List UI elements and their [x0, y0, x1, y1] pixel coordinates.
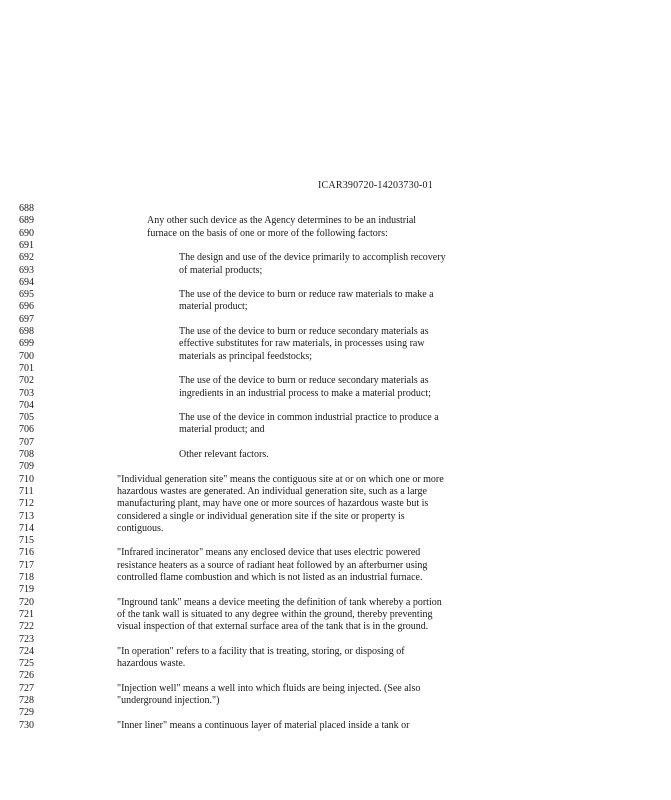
line-text: controlled flame combustion and which is not listed as an industrial furnace.: [117, 572, 423, 583]
line-text: ingredients in an industrial process to make a material product;: [179, 387, 431, 399]
line-number: 697: [19, 313, 34, 325]
document-header-id: ICAR390720-14203730-01: [318, 180, 433, 191]
line-text: "Injection well" means a well into which fluids are being injected. (See also: [117, 682, 421, 694]
line-text: considered a single or individual generation site if the site or property is: [117, 510, 405, 522]
line-text: "Infrared incinerator" means any enclosed device that uses electric powered: [117, 547, 421, 559]
line-number: 725: [19, 658, 34, 670]
line-number: 709: [19, 461, 34, 473]
line-number: 696: [19, 301, 34, 313]
line-number: 701: [19, 362, 34, 374]
line-text: furnace on the basis of one or more of the following factors:: [147, 227, 388, 239]
line-text: material product; and: [179, 424, 265, 436]
line-text: of the tank wall is situated to any degree within the ground, thereby preventing: [117, 608, 433, 620]
line-number: 693: [19, 264, 34, 276]
line-text: materials as principal feedstocks;: [179, 350, 313, 362]
line-text: "Inner liner" means a continuous layer of material placed inside a tank or: [117, 719, 410, 731]
line-text: The use of the device to burn or reduce secondary materials as: [179, 326, 429, 337]
line-number: 727: [19, 682, 34, 694]
line-number: 722: [19, 621, 34, 633]
line-text: The use of the device in common industrial practice to produce a: [179, 412, 439, 424]
line-number: 726: [19, 670, 34, 682]
line-text: of material products;: [179, 264, 263, 276]
line-text: The use of the device to burn or reduce raw materials to make a: [179, 289, 434, 301]
line-number: 692: [19, 252, 34, 264]
line-number: 699: [19, 338, 34, 350]
line-number: 712: [19, 498, 34, 510]
line-number: 695: [19, 289, 34, 301]
line-text: The design and use of the device primarily to accomplish recovery: [179, 252, 446, 264]
line-text: material product;: [179, 301, 248, 313]
line-number: 730: [19, 719, 34, 731]
line-number: 715: [19, 535, 34, 547]
line-number: 723: [19, 633, 34, 645]
line-text: Any other such device as the Agency determines to be an industrial: [147, 215, 417, 227]
line-number: 706: [19, 424, 34, 436]
line-number: 708: [19, 449, 34, 460]
line-text: hazardous waste.: [117, 658, 186, 670]
line-number: 717: [19, 559, 34, 571]
line-text: effective substitutes for raw materials, in processes using raw: [179, 338, 425, 350]
line-text: The use of the device to burn or reduce secondary materials as: [179, 375, 429, 387]
line-text: "In operation" refers to a facility that is treating, storing, or disposing of: [117, 645, 405, 657]
line-number: 707: [19, 436, 34, 448]
line-number: 691: [19, 239, 34, 251]
line-number: 720: [19, 596, 34, 608]
line-text: visual inspection of that external surface area of the tank that is in the ground.: [117, 621, 429, 633]
line-number: 702: [19, 375, 34, 387]
line-number: 714: [19, 522, 34, 534]
line-number: 689: [19, 215, 34, 227]
line-text: "underground injection."): [117, 695, 220, 706]
line-number: 713: [19, 510, 34, 522]
line-text: hazardous wastes are generated. An individual generation site, such as a large: [117, 485, 427, 497]
line-number: 704: [19, 399, 34, 411]
line-number: 729: [19, 707, 34, 719]
line-number: 710: [19, 473, 34, 485]
line-text: Other relevant factors.: [179, 449, 269, 460]
line-number: 700: [19, 350, 34, 362]
line-number: 703: [19, 387, 34, 399]
line-text: "Individual generation site" means the contiguous site at or on which one or more: [117, 473, 444, 485]
line-number: 719: [19, 584, 34, 596]
line-number: 721: [19, 608, 34, 620]
line-number: 711: [19, 485, 34, 497]
line-number: 690: [19, 227, 34, 239]
line-number: 694: [19, 276, 34, 288]
line-number: 705: [19, 412, 34, 424]
line-text: manufacturing plant, may have one or more sources of hazardous waste but is: [117, 498, 429, 510]
line-number: 716: [19, 547, 34, 559]
line-number: 698: [19, 326, 34, 337]
line-number: 688: [19, 203, 34, 214]
line-number: 718: [19, 572, 34, 583]
line-text: resistance heaters as a source of radiant heat followed by an afterburner using: [117, 559, 428, 571]
line-number: 724: [19, 645, 34, 657]
line-text: contiguous.: [117, 522, 164, 534]
line-number: 728: [19, 695, 34, 706]
line-text: "Inground tank" means a device meeting the definition of tank whereby a portion: [117, 596, 442, 608]
